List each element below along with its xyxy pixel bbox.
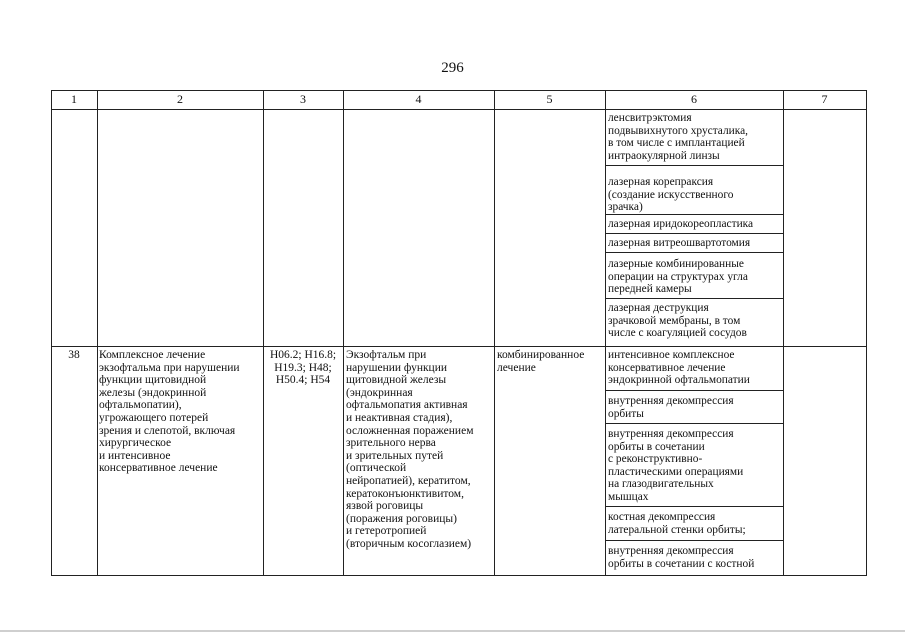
column-header: 7 — [821, 92, 828, 106]
method-divider — [605, 214, 784, 215]
column-divider — [343, 90, 344, 576]
table-border-right — [866, 90, 867, 576]
column-header: 2 — [177, 92, 183, 106]
column-divider — [263, 90, 264, 576]
method-divider — [605, 233, 784, 234]
method-divider — [605, 252, 784, 253]
patient-model: Экзофтальм при нарушении функции щитовидной железы (эндокринная офтальмопатия активная и неактивная стадия), осложненная поражением зрительного нерва и зрительных путей (оптической нейропатией), кератитом, кератоконъюнктивитом, язвой роговицы (поражения роговицы) и гетеротропией (вторичным косоглазием) — [346, 349, 474, 550]
column-divider — [97, 90, 98, 576]
method-divider — [605, 423, 784, 424]
header-divider — [51, 109, 867, 110]
table-border-bottom — [51, 575, 867, 576]
column-header: 5 — [546, 92, 553, 106]
treatment-method: интенсивное комплексное консервативное лечение эндокринной офтальмопатии — [608, 349, 750, 387]
column-header: 4 — [415, 92, 422, 106]
method-divider — [605, 390, 784, 391]
treatment-method: лазерная витреошвартотомия — [608, 237, 751, 249]
table-border-left — [51, 90, 52, 576]
column-header: 1 — [71, 92, 77, 106]
column-divider — [605, 90, 606, 576]
column-divider — [783, 90, 784, 576]
treatment-method: лазерные комбинированные операции на структурах угла передней камеры — [608, 258, 748, 296]
scan-edge — [0, 630, 905, 632]
method-divider — [605, 165, 784, 166]
method-divider — [605, 540, 784, 541]
icd-codes: H06.2; H16.8; H19.3; H48; H50.4; H54 — [269, 349, 337, 387]
column-divider — [494, 90, 495, 576]
treatment-method: лазерная иридокореопластика — [608, 218, 754, 230]
column-header: 6 — [691, 92, 697, 106]
treatment-method: внутренняя декомпрессия орбиты в сочетании с костной — [608, 545, 755, 570]
method-divider — [605, 506, 784, 507]
treatment-method: внутренняя декомпрессия орбиты — [608, 395, 734, 420]
treatment-method: ленсвитрэктомия подвывихнутого хрусталика, в том числе с имплантацией интраокулярной линзы — [608, 112, 749, 162]
page-number: 296 — [441, 60, 464, 76]
treatment-method: лазерная корепраксия (создание искусственного зрачка) — [608, 176, 734, 214]
care-type-name: Комплексное лечение экзофтальма при нарушении функции щитовидной железы (эндокринной офтальмопатии), угрожающего потерей зрения и слепотой, включая хирургическое и интенсивное консервативное лечение — [99, 349, 240, 475]
treatment-method: костная декомпрессия латеральной стенки орбиты; — [608, 511, 746, 536]
treatment-method: лазерная деструкция зрачковой мембраны, в том числе с коагуляцией сосудов — [608, 302, 747, 340]
treatment-method: внутренняя декомпрессия орбиты в сочетании с реконструктивно- пластическими операциями на глазодвигательных мышцах — [608, 428, 744, 503]
row-divider — [51, 346, 867, 347]
method-divider — [605, 298, 784, 299]
row-number: 38 — [68, 349, 80, 361]
column-header: 3 — [300, 92, 306, 106]
treatment-type: комбинированное лечение — [497, 349, 585, 374]
